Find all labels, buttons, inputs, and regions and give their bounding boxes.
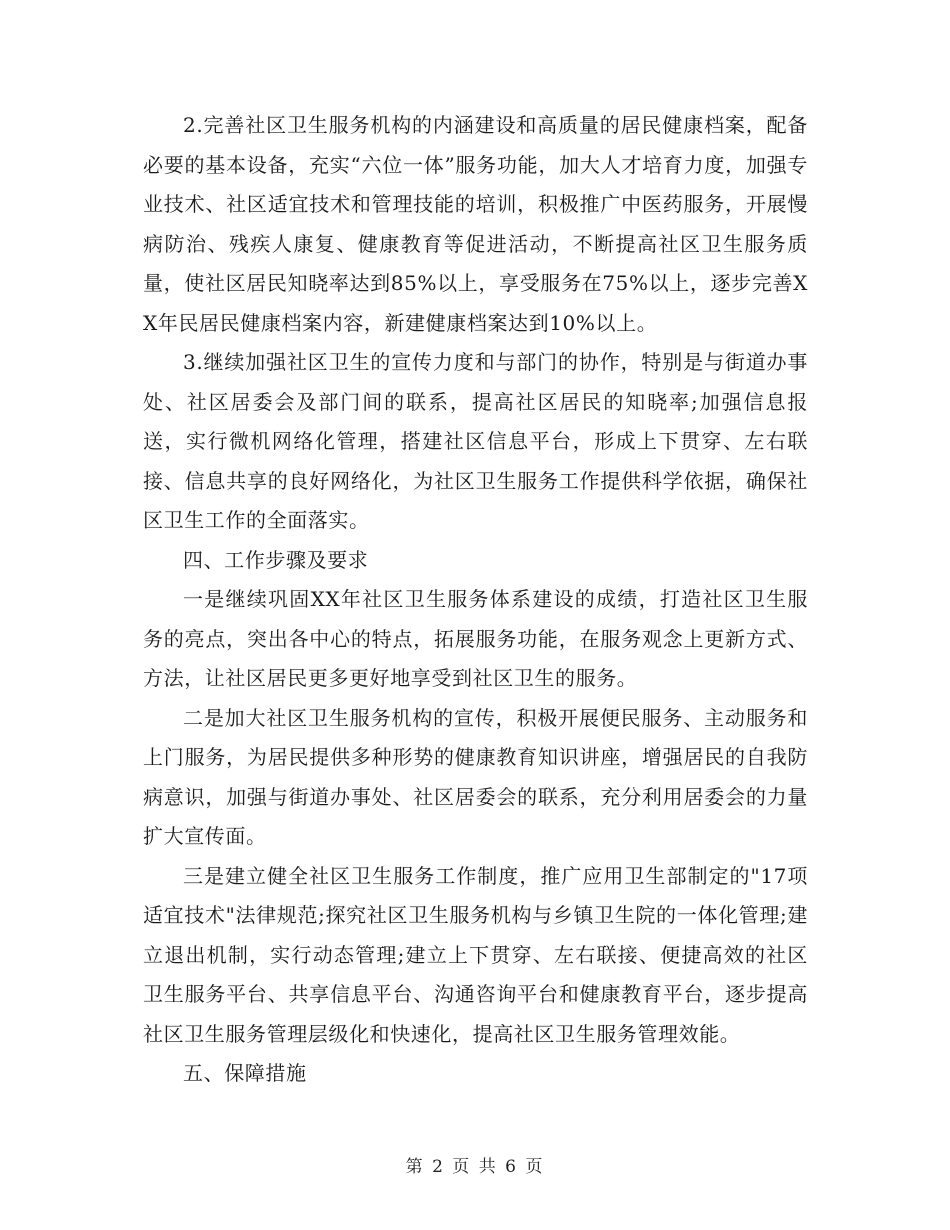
page-number-footer: 第 2 页 共 6 页 — [405, 1157, 545, 1177]
paragraph-item-2: 2.完善社区卫生服务机构的内涵建设和高质量的居民健康档案，配备必要的基本设备，充实“六位一体”服务功能，加大人才培育力度，加强专业技术、社区适宜技术和管理技能的培训，积极推广中医药服务，开展慢病防治、残疾人康复、健康教育等促进活动，不断提高社区卫生服务质量，使社区居民知晓率达到85%以上，享受服务在75%以上，逐步完善XX年民居民健康档案内容，新建健康档案达到10%以上。 — [143, 113, 808, 335]
paragraph-step-3: 三是建立健全社区卫生服务工作制度，推广应用卫生部制定的"17项适宜技术"法律规范;探究社区卫生服务机构与乡镇卫生院的一体化管理;建立退出机制，实行动态管理;建立上下贯穿、左右联接、便捷高效的社区卫生服务平台、共享信息平台、沟通咨询平台和健康教育平台，逐步提高社区卫生服务管理层级化和快速化，提高社区卫生服务管理效能。 — [143, 863, 808, 1046]
document-body — [143, 106, 808, 1094]
section-heading-steps: 四、工作步骤及要求 — [183, 547, 369, 572]
paragraph-step-2: 二是加大社区卫生服务机构的宣传，积极开展便民服务、主动服务和上门服务，为居民提供多种形势的健康教育知识讲座，增强居民的自我防病意识，加强与街道办事处、社区居委会的联系，充分利用居委会的力量扩大宣传面。 — [143, 705, 808, 848]
paragraph-step-1: 一是继续巩固XX年社区卫生服务体系建设的成绩，打造社区卫生服务的亮点，突出各中心的特点，拓展服务功能，在服务观念上更新方式、方法，让社区居民更多更好地享受到社区卫生的服务。 — [143, 587, 808, 690]
paragraph-item-3: 3.继续加强社区卫生的宣传力度和与部门的协作，特别是与街道办事处、社区居委会及部门间的联系，提高社区居民的知晓率;加强信息报送，实行微机网络化管理，搭建社区信息平台，形成上下贯穿、左右联接、信息共享的良好网络化，为社区卫生服务工作提供科学依据，确保社区卫生工作的全面落实。 — [143, 350, 808, 532]
section-heading-measures: 五、保障措施 — [183, 1061, 307, 1085]
